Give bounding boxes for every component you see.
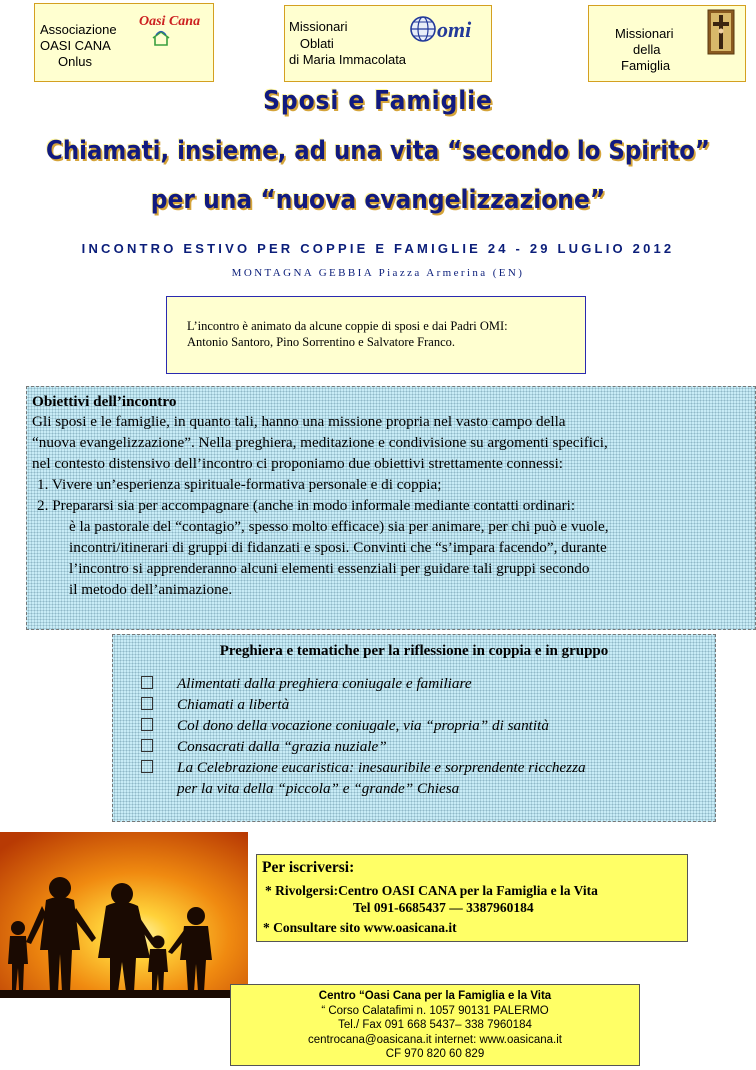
prayer-heading: Preghiera e tematiche per la riflessione in coppia e in gruppo: [219, 643, 609, 659]
oasi-line2: OASI CANA: [40, 38, 111, 53]
mf-line2: della: [633, 42, 661, 57]
header-missionari-famiglia: [588, 5, 746, 82]
omi-line3: di Maria Immacolata: [289, 52, 407, 67]
checkbox-icon: [141, 760, 153, 773]
registration-box: [256, 854, 688, 942]
header-omi: [284, 5, 492, 82]
list-item: [141, 696, 289, 714]
event-title: INCONTRO ESTIVO PER COPPIE E FAMIGLIE 24 - 29 LUGLIO 2012: [81, 241, 675, 256]
subtitle-line1: Chiamati, insieme, ad una vita “secondo lo Spirito”: [46, 136, 710, 166]
centro-email[interactable]: centrocana@oasicana.it internet: www.oasicana.it: [308, 1033, 562, 1046]
objectives-line: nel contesto distensivo dell’incontro ci proponiamo due obiettivi strettamente connessi:: [32, 455, 564, 472]
page-title: Sposi e Famiglie: [263, 86, 493, 116]
objectives-box: [26, 386, 756, 630]
centro-cf: CF 970 820 60 829: [385, 1048, 485, 1060]
list-item: [141, 738, 387, 756]
registration-contact: * Rivolgersi:Centro OASI CANA per la Famiglia e la Vita: [265, 883, 598, 898]
oasi-cana-logo-text: Oasi Cana: [139, 14, 201, 29]
list-item: [141, 675, 472, 693]
omi-line2: Oblati: [289, 36, 334, 51]
list-item-label: Consacrati dalla “grazia nuziale”: [177, 738, 387, 755]
animators-line1: L’incontro è animato da alcune coppie di sposi e dai Padri OMI:: [187, 319, 508, 333]
registration-website[interactable]: * Consultare sito www.oasicana.it: [263, 920, 457, 935]
registration-phone: Tel 091-6685437 — 3387960184: [353, 900, 534, 915]
checkbox-icon: [141, 718, 153, 731]
family-sunset-photo: [0, 832, 248, 998]
centro-name: Centro “Oasi Cana per la Famiglia e la Vita: [318, 990, 552, 1002]
list-item: [141, 759, 586, 777]
objectives-line: l’incontro si apprenderanno alcuni elementi essenziali per guidare tali gruppi secondo: [69, 560, 590, 577]
registration-heading: Per iscriversi:: [262, 859, 355, 876]
objectives-line: 2. Prepararsi sia per accompagnare (anche in modo informale mediante contatti ordinari:: [37, 497, 576, 514]
objectives-line: il metodo dell’animazione.: [69, 581, 233, 598]
list-item-continuation: per la vita della “piccola” e “grande” Chiesa: [177, 780, 460, 797]
animators-line2: Antonio Santoro, Pino Sorrentino e Salvatore Franco.: [187, 335, 456, 349]
objectives-heading: Obiettivi dell’incontro: [32, 393, 177, 410]
oasi-cana-logo-icon: [151, 30, 171, 46]
event-location: MONTAGNA GEBBIA Piazza Armerina (EN): [231, 267, 525, 279]
omi-line1: Missionari: [289, 19, 348, 34]
objectives-line: è la pastorale del “contagio”, spesso molto efficace) sia per animare, per chi può e vuole,: [69, 518, 609, 535]
list-item-label: Col dono della vocazione coniugale, via “propria” di santità: [177, 717, 549, 734]
objectives-line: “nuova evangelizzazione”. Nella preghiera, meditazione e condivisione su argomenti specifici,: [32, 434, 608, 451]
subtitle-line2: per una “nuova evangelizzazione”: [150, 185, 606, 215]
list-item: [141, 717, 549, 735]
omi-globe-logo: [409, 12, 479, 46]
crucifix-icon: [707, 9, 735, 55]
mf-line1: Missionari: [615, 26, 674, 41]
objectives-line: 1. Vivere un’esperienza spirituale-formativa personale e di coppia;: [37, 476, 442, 493]
objectives-line: incontri/itinerari di gruppi di fidanzati e sposi. Convinti che “s’impara facendo”, durante: [69, 539, 607, 556]
objectives-line: Gli sposi e le famiglie, in quanto tali, hanno una missione propria nel vasto campo della: [32, 413, 566, 430]
list-item-label: La Celebrazione eucaristica: inesauribile e sorprendente ricchezza: [177, 759, 586, 776]
oasi-line3: Onlus: [40, 54, 93, 69]
centro-info-box: [230, 984, 640, 1066]
prayer-themes-box: [112, 634, 716, 822]
header-oasi-cana: [34, 3, 214, 82]
mf-line3: Famiglia: [621, 58, 671, 73]
svg-text:omi: omi: [437, 17, 472, 42]
list-item-label: Chiamati a libertà: [177, 696, 290, 713]
oasi-line1: Associazione: [40, 22, 117, 37]
checkbox-icon: [141, 697, 153, 710]
checkbox-icon: [141, 676, 153, 689]
centro-address: “ Corso Calatafimi n. 1057 90131 PALERMO: [321, 1004, 549, 1017]
centro-phone: Tel./ Fax 091 668 5437– 338 7960184: [338, 1019, 532, 1031]
checkbox-icon: [141, 739, 153, 752]
list-item-label: Alimentati dalla preghiera coniugale e familiare: [177, 675, 472, 692]
animators-box: [166, 296, 586, 374]
